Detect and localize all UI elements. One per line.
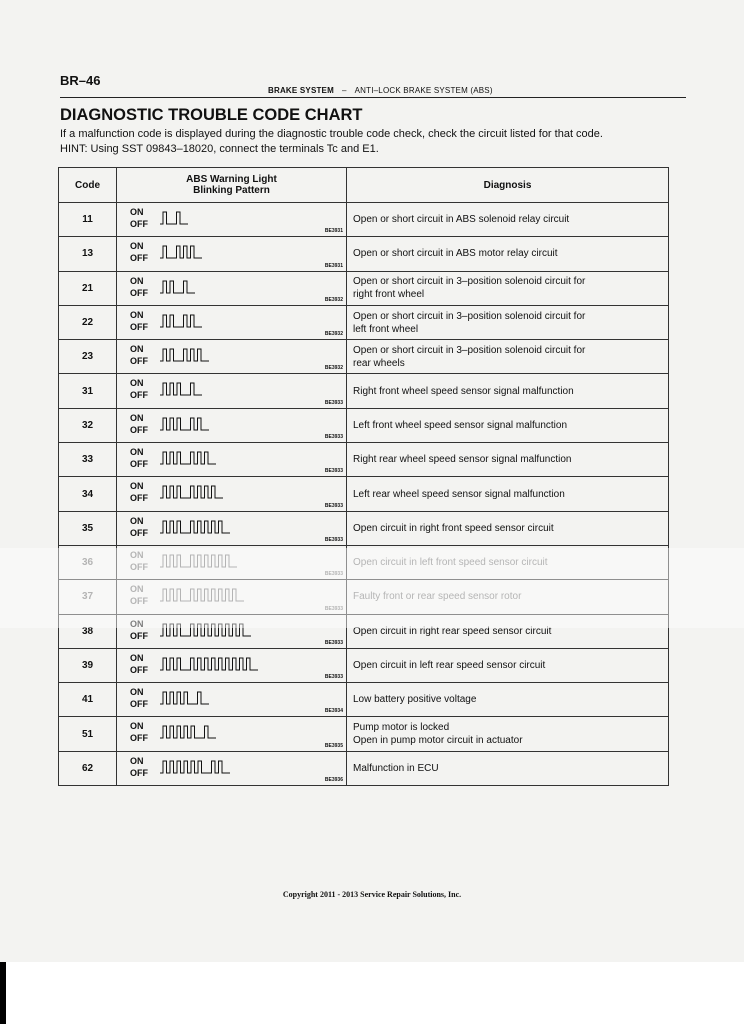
diagnosis-line-2: rear wheels [353,357,405,369]
diagnosis-cell [347,340,669,374]
code-cell: 34 [59,477,117,511]
on-label: ON [130,721,144,732]
diagnosis-line-1: Left front wheel speed sensor signal malfunction [353,419,568,431]
figure-reference: BE3931 [324,262,343,269]
off-label: OFF [130,493,148,504]
figure-reference: BE3931 [324,228,343,235]
figure-reference: BE3936 [324,777,343,784]
waveform-line [160,349,209,361]
diagnosis-cell [347,648,669,682]
intro-text [60,127,603,157]
on-label: ON [130,515,144,526]
on-label: ON [130,652,144,663]
code-cell: 13 [59,237,117,271]
figure-reference: BE3933 [324,502,343,509]
on-label: ON [130,549,144,560]
table-row [59,443,669,477]
table-row [59,648,669,682]
off-label: OFF [130,390,148,401]
blink-pattern-waveform [160,311,320,331]
diagnosis-cell [347,203,669,237]
table-row [59,477,669,511]
off-label: OFF [130,699,148,710]
waveform-line [160,486,223,498]
waveform-line [160,452,216,464]
figure-reference: BE3933 [324,639,343,646]
pattern-cell [117,717,347,751]
diagnosis-line-1: Open or short circuit in ABS solenoid relay circuit [353,214,570,226]
diagnosis-line-1: Left rear wheel speed sensor signal malfunction [353,488,565,500]
table-row [59,717,669,751]
code-cell: 39 [59,648,117,682]
blink-pattern-waveform [160,722,320,742]
diagnosis-line-1: Open circuit in right rear speed sensor circuit [353,625,552,637]
on-label: ON [130,618,144,629]
diagnosis-line-1: Open or short circuit in ABS motor relay circuit [353,248,558,260]
scan-edge [0,962,6,1024]
figure-reference: BE3933 [324,434,343,441]
running-head [268,86,493,95]
figure-reference: BE3933 [324,605,343,612]
blink-pattern-waveform [160,277,320,297]
diagnosis-cell [347,271,669,305]
off-label: OFF [130,527,148,538]
on-label: ON [130,275,144,286]
code-cell: 22 [59,305,117,339]
on-label: ON [130,309,144,320]
code-cell: 38 [59,614,117,648]
figure-reference: BE3933 [324,399,343,406]
figure-reference: BE3932 [324,331,343,338]
figure-reference: BE3933 [324,468,343,475]
table-body [59,203,669,786]
figure-reference: BE3935 [324,742,343,749]
blink-pattern-waveform [160,208,320,228]
page-title: DIAGNOSTIC TROUBLE CODE CHART [60,106,363,124]
dtc-table [58,167,669,786]
pattern-cell [117,683,347,717]
waveform-line [160,281,195,293]
pattern-cell [117,443,347,477]
code-cell: 31 [59,374,117,408]
diagnosis-line-1: Open or short circuit in 3–position solenoid circuit for [353,310,586,322]
diagnosis-cell [347,477,669,511]
waveform-line [160,658,258,670]
on-label: ON [130,412,144,423]
scan-margin [0,962,744,1024]
code-cell: 33 [59,443,117,477]
watermark-band [0,548,744,628]
diagnosis-line-1: Open or short circuit in 3–position solenoid circuit for [353,344,586,356]
header-diagnosis: Diagnosis [347,168,669,203]
waveform-line [160,692,209,704]
blink-pattern-waveform [160,345,320,365]
on-label: ON [130,207,144,217]
code-cell: 21 [59,271,117,305]
figure-reference: BE3932 [324,365,343,372]
table-row [59,511,669,545]
table-row [59,374,669,408]
on-label: ON [130,378,144,389]
diagnosis-cell [347,683,669,717]
figure-reference: BE3933 [324,674,343,681]
on-label: ON [130,687,144,698]
code-cell: 41 [59,683,117,717]
table-row [59,203,669,237]
diagnosis-line-1: Malfunction in ECU [353,762,439,774]
table-row [59,305,669,339]
off-label: OFF [130,561,148,572]
on-label: ON [130,755,144,766]
diagnosis-line-2: left front wheel [353,323,419,335]
figure-reference: BE3934 [324,708,343,715]
diagnosis-cell [347,751,669,785]
diagnosis-cell [347,443,669,477]
diagnosis-cell [347,511,669,545]
diagnosis-cell [347,717,669,751]
subsection-title: ANTI–LOCK BRAKE SYSTEM (ABS) [354,86,493,95]
code-cell: 51 [59,717,117,751]
code-cell: 37 [59,580,117,614]
table-row [59,340,669,374]
blink-pattern-waveform [160,688,320,708]
table-header-row [59,168,669,203]
diagnosis-cell [347,237,669,271]
diagnosis-cell [347,305,669,339]
off-label: OFF [130,321,148,332]
header-pattern-line-1: ABS Warning Light [186,174,277,185]
blink-pattern-waveform [160,482,320,502]
off-label: OFF [130,767,148,778]
diagnosis-cell [347,408,669,442]
off-label: OFF [130,424,148,435]
blink-pattern-waveform [160,448,320,468]
pattern-cell [117,374,347,408]
on-label: ON [130,447,144,458]
waveform-line [160,726,216,738]
code-cell: 32 [59,408,117,442]
pattern-cell [117,271,347,305]
figure-reference: BE3933 [324,571,343,578]
table-row [59,751,669,785]
diagnosis-cell [347,374,669,408]
header-code: Code [59,168,117,203]
diagnosis-line-1: Right front wheel speed sensor signal malfunction [353,385,574,397]
blink-pattern-waveform [160,379,320,399]
off-label: OFF [130,733,148,744]
intro-line-1: If a malfunction code is displayed during the diagnostic trouble code check, check the circuit listed for that code. [60,128,603,140]
blink-pattern-waveform [160,242,320,262]
pattern-cell [117,477,347,511]
intro-line-2: HINT: Using SST 09843–18020, connect the terminals Tc and E1. [60,143,379,155]
pattern-cell [117,511,347,545]
table-row [59,683,669,717]
on-label: ON [130,241,144,252]
table-row [59,408,669,442]
off-label: OFF [130,630,148,641]
off-label: OFF [130,459,148,470]
code-cell: 36 [59,545,117,579]
waveform-line [160,521,230,533]
blink-pattern-waveform [160,757,320,777]
figure-reference: BE3933 [324,536,343,543]
diagnosis-line-1: Faulty front or rear speed sensor rotor [353,591,522,603]
waveform-line [160,761,230,773]
waveform-line [160,315,202,327]
header-pattern [117,168,347,203]
table-row [59,271,669,305]
diagnosis-line-1: Pump motor is locked [353,722,450,734]
code-cell: 35 [59,511,117,545]
diagnosis-line-1: Low battery positive voltage [353,694,477,706]
diagnosis-line-2: right front wheel [353,289,425,301]
code-cell: 23 [59,340,117,374]
diagnosis-line-1: Open circuit in left rear speed sensor circuit [353,660,546,671]
diagnosis-line-1: Right rear wheel speed sensor signal malfunction [353,454,572,466]
code-cell: 11 [59,203,117,237]
off-label: OFF [130,596,148,607]
pattern-cell [117,203,347,237]
header-rule [60,97,686,98]
section-separator: – [341,86,347,95]
section-title: BRAKE SYSTEM [268,86,334,95]
pattern-cell [117,305,347,339]
diagnosis-line-1: Open circuit in right front speed sensor circuit [353,522,554,534]
off-label: OFF [130,287,148,298]
on-label: ON [130,344,144,355]
on-label: ON [130,584,144,595]
header-pattern-line-2: Blinking Pattern [193,185,270,196]
diagnosis-line-1: Open or short circuit in 3–position solenoid circuit for [353,276,586,288]
blink-pattern-waveform [160,654,320,674]
waveform-line [160,212,188,224]
blink-pattern-waveform [160,414,320,434]
diagnosis-line-1: Open circuit in left front speed sensor circuit [353,557,548,569]
off-label: OFF [130,356,148,367]
blink-pattern-waveform [160,517,320,537]
pattern-cell [117,648,347,682]
figure-reference: BE3932 [324,296,343,303]
pattern-cell [117,340,347,374]
off-label: OFF [130,253,148,264]
off-label: OFF [130,219,148,229]
waveform-line [160,383,202,395]
off-label: OFF [130,664,148,675]
page-number: BR–46 [60,73,101,88]
code-cell: 62 [59,751,117,785]
pattern-cell [117,408,347,442]
table-row [59,237,669,271]
pattern-cell [117,237,347,271]
pattern-cell [117,751,347,785]
waveform-line [160,418,209,430]
on-label: ON [130,481,144,492]
footer-copyright: Copyright 2011 - 2013 Service Repair Solutions, Inc. [282,890,462,899]
diagnosis-line-2: Open in pump motor circuit in actuator [353,735,523,747]
waveform-line [160,246,202,258]
